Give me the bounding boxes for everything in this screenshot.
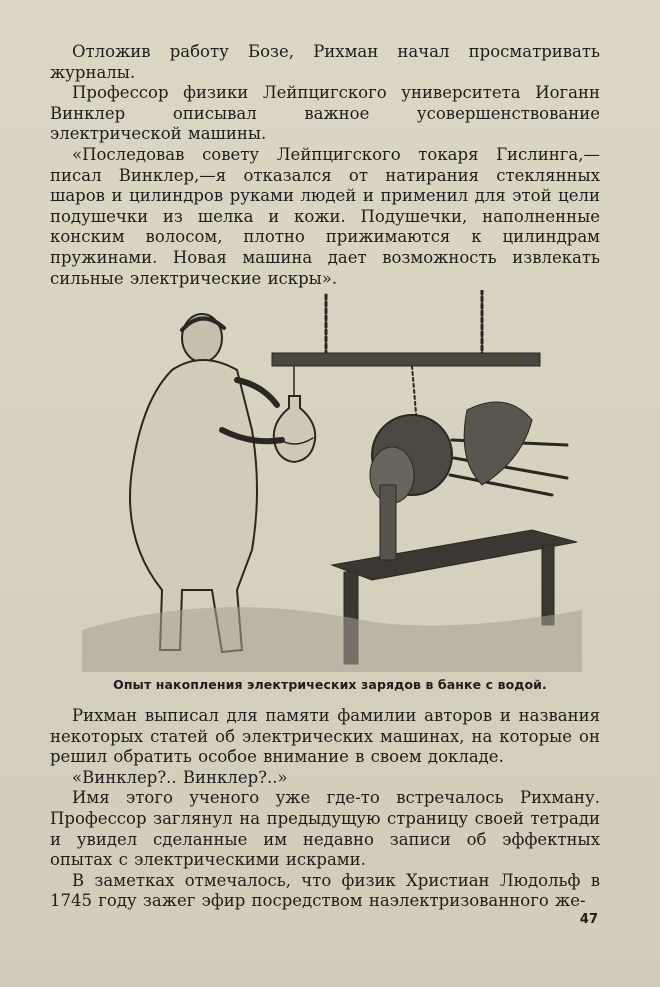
paragraph: Рихман выписал для памяти фамилии авторов и названия некоторых статей об электрических машинах, на которые он решил обратить особое внимание в своем докладе. — [50, 706, 600, 767]
paragraph: «Винклер?.. Винклер?..» — [72, 767, 288, 787]
paragraph: Отложив работу Бозе, Рихман начал просматривать журналы. — [50, 42, 600, 82]
paragraph: Имя этого ученого уже где-то встречалось Рихману. Профессор заглянул на предыдущую страницу своей тетради и увидел сделанные им недавно записи об эффектных опытах с электрическими искрами. — [50, 788, 600, 870]
paragraph: Профессор физики Лейпцигского университета Иоганн Винклер описывал важное усовершенствование электрической машины. — [50, 83, 600, 144]
text-block-top — [50, 42, 600, 289]
figure-caption: Опыт накопления электрических зарядов в банке с водой. — [113, 677, 547, 692]
illustration-electrical-experiment — [62, 290, 602, 672]
paragraph: В заметках отмечалось, что физик Христиан Людольф в 1745 году зажег эфир посредством наэлектризованного же- — [50, 870, 600, 911]
page-number: 47 — [579, 912, 598, 927]
paragraph: «Последовав совету Лейпцигского токаря Гислинга,—писал Винклер,—я отказался от натирания стеклянных шаров и цилиндров руками людей и применил для этой цели подушечки из шелка и кожи. Подушечки, наполненные конским волосом, плотно прижимаются к цилиндрам пружинами. Новая машина дает возможность извлекать сильные электрические искры». — [50, 144, 600, 288]
text-block-bottom — [50, 706, 600, 912]
